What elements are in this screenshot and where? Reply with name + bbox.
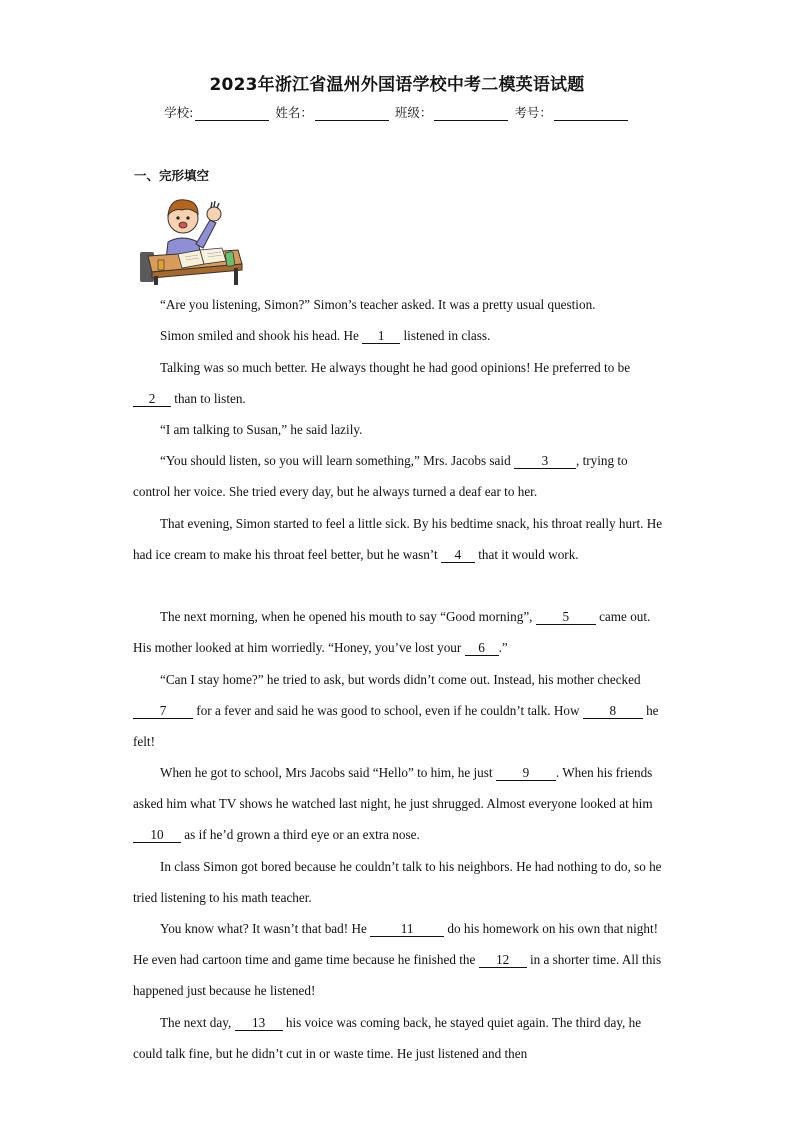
- passage-paragraph: Simon smiled and shook his head. He 1 listened in class.: [160, 328, 491, 343]
- exam-number-blank[interactable]: [554, 107, 628, 121]
- passage-paragraph: Talking was so much better. He always thought he had good opinions! He preferred to be 2 than to listen.: [133, 352, 663, 414]
- blank-10[interactable]: 10: [133, 828, 181, 843]
- exam-number-label: 考号：: [514, 105, 552, 120]
- student-info-line: [0, 103, 794, 121]
- passage-paragraph: “I am talking to Susan,” he said lazily.: [160, 422, 363, 437]
- blank-12[interactable]: 12: [479, 953, 527, 968]
- blank-6[interactable]: 6: [465, 641, 499, 656]
- blank-4[interactable]: 4: [441, 548, 475, 563]
- passage-paragraph: The next day, 13 his voice was coming back, he stayed quiet again. The third day, he could talk fine, but he didn’t cut in or waste time. He just listened and then: [133, 1015, 642, 1062]
- name-label: 姓名：: [275, 105, 313, 120]
- blank-11[interactable]: 11: [370, 922, 444, 937]
- page-title: 2023年浙江省温州外国语学校中考二模英语试题: [209, 75, 585, 95]
- blank-7[interactable]: 7: [133, 704, 193, 719]
- blank-3[interactable]: 3: [514, 454, 576, 469]
- blank-9[interactable]: 9: [496, 766, 556, 781]
- class-blank[interactable]: [434, 107, 508, 121]
- blank-2[interactable]: 2: [133, 392, 171, 407]
- blank-1[interactable]: 1: [362, 329, 400, 344]
- blank-8[interactable]: 8: [583, 704, 643, 719]
- school-label: 学校:: [164, 105, 194, 120]
- passage-paragraph: When he got to school, Mrs Jacobs said “Hello” to him, he just 9 . When his friends asked him what TV shows he watched last night, he just shrugged. Almost everyone looked at him 10 as if he’d grown a third eye or an extra nose.: [133, 765, 653, 843]
- boy-at-desk-illustration: [138, 190, 243, 285]
- school-blank[interactable]: [195, 107, 269, 121]
- blank-13[interactable]: 13: [235, 1016, 283, 1031]
- blank-5[interactable]: 5: [536, 610, 596, 625]
- name-blank[interactable]: [315, 107, 389, 121]
- passage-paragraph: “Can I stay home?” he tried to ask, but words didn’t come out. Instead, his mother checked 7 for a fever and said he was good to school, even if he couldn’t talk. How 8 he felt!: [133, 672, 659, 750]
- passage-paragraph: “Are you listening, Simon?” Simon’s teacher asked. It was a pretty usual question.: [160, 297, 596, 312]
- passage-paragraph: In class Simon got bored because he couldn’t talk to his neighbors. He had nothing to do, so he tried listening to his math teacher.: [133, 859, 662, 906]
- passage-paragraph: “You should listen, so you will learn something,” Mrs. Jacobs said 3 , trying to control her voice. She tried every day, but he always turned a deaf ear to her.: [133, 453, 628, 500]
- section-title: 一、完形填空: [134, 168, 210, 183]
- class-label: 班级：: [394, 105, 433, 120]
- passage-paragraph: The next morning, when he opened his mouth to say “Good morning”, 5 came out. His mother looked at him worriedly. “Honey, you’ve lost your 6 .”: [133, 609, 651, 656]
- passage-paragraph: You know what? It wasn’t that bad! He 11 do his homework on his own that night! He even had cartoon time and game time because he finished the 12 in a shorter time. All this happened just because he listened!: [133, 921, 662, 999]
- passage-paragraph: That evening, Simon started to feel a little sick. By his bedtime snack, his throat really hurt. He had ice cream to make his throat feel better, but he wasn’t 4 that it would work.: [133, 516, 663, 563]
